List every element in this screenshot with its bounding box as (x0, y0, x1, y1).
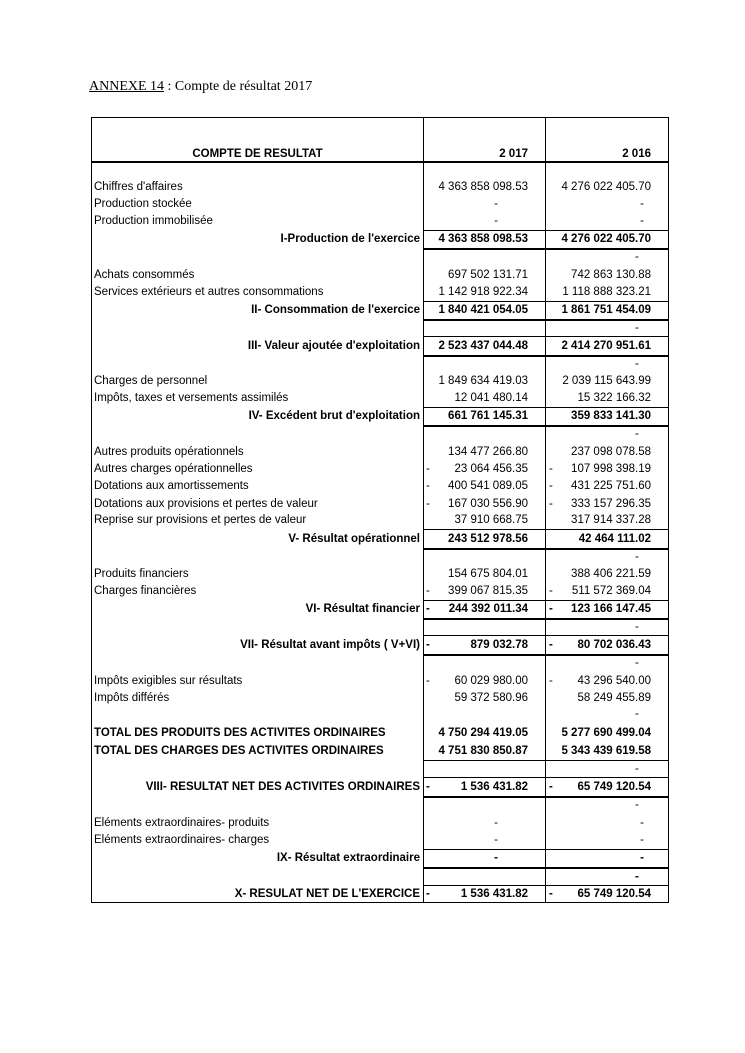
table-row: Eléments extraordinaires- charges - - (94, 834, 644, 846)
table-row: Impôts exigibles sur résultats - 60 029 980.00 - 43 296 540.00 (94, 675, 651, 687)
spacer-dash: - (635, 551, 639, 563)
table-row: Impôts différés 59 372 580.96 58 249 455.89 (94, 692, 651, 704)
rule (423, 777, 668, 778)
rule (423, 336, 668, 337)
income-statement-table (91, 117, 669, 903)
header-year-2016: 2 016 (622, 148, 651, 160)
subtotal-row: IV- Excédent brut d'exploitation 661 761 145.31 359 833 141.30 (248, 410, 651, 422)
annex-label: ANNEXE 14 (89, 79, 165, 94)
subtotal-row: IX- Résultat extraordinaire - - (276, 852, 644, 864)
rule (423, 548, 668, 550)
subtotal-row: V- Résultat opérationnel 243 512 978.56 42 464 111.02 (288, 533, 651, 545)
subtotal-row: III- Valeur ajoutée d'exploitation 2 523 437 044.48 2 414 270 951.61 (247, 340, 651, 352)
total-row: TOTAL DES CHARGES DES ACTIVITES ORDINAIRES 4 751 830 850.87 5 343 439 619.58 (94, 745, 651, 757)
table-row: Impôts, taxes et versements assimilés 12 041 480.14 15 322 166.32 (94, 392, 651, 404)
rule (423, 618, 668, 620)
rule (423, 355, 668, 357)
table-row: Eléments extraordinaires- produits - - (94, 817, 644, 829)
title-text: : Compte de résultat 2017 (164, 79, 313, 94)
spacer-dash: - (635, 763, 639, 775)
table-row: Dotations aux provisions et pertes de valeur - 167 030 556.90 - 333 157 296.35 (94, 498, 651, 510)
rule (423, 529, 668, 530)
page-title (89, 79, 312, 95)
rule (423, 635, 668, 636)
table-header (92, 146, 668, 162)
table-row: Achats consommés 697 502 131.71 742 863 130.88 (94, 269, 651, 281)
spacer-dash: - (635, 708, 639, 720)
table-row: Autres charges opérationnelles - 23 064 456.35 - 107 998 398.19 (94, 463, 651, 475)
table-row: Produits financiers 154 675 804.01 388 406 221.59 (94, 568, 651, 580)
subtotal-row: VI- Résultat financier - 244 392 011.34 - 123 166 147.45 (305, 603, 651, 615)
table-row: Production immobilisée - - (94, 215, 644, 227)
table-row: Services extérieurs et autres consommations 1 142 918 922.34 1 118 888 323.21 (94, 286, 651, 298)
rule (423, 425, 668, 427)
spacer-dash: - (635, 621, 639, 633)
spacer-dash: - (635, 428, 639, 440)
spacer-dash: - (635, 322, 639, 334)
rule (423, 760, 668, 761)
subtotal-row: VII- Résultat avant impôts ( V+VI) - 879 032.78 - 80 702 036.43 (240, 639, 651, 651)
rule (423, 654, 668, 656)
subtotal-row: VIII- RESULTAT NET DES ACTIVITES ORDINAIRES - 1 536 431.82 - 65 749 120.54 (145, 781, 651, 793)
net-result-row: X- RESULAT NET DE L'EXERCICE - 1 536 431.82 - 65 749 120.54 (234, 888, 651, 900)
rule (423, 796, 668, 798)
table-row: Production stockée - - (94, 198, 644, 210)
spacer-dash: - (635, 251, 639, 263)
spacer-dash: - (635, 358, 639, 370)
table-row: Chiffres d'affaires 4 363 858 098.53 4 276 022 405.70 (94, 181, 651, 193)
table-row: Charges de personnel 1 849 634 419.03 2 039 115 643.99 (94, 375, 651, 387)
table-row: Charges financières - 399 067 815.35 - 511 572 369.04 (94, 585, 651, 597)
header-year-2017: 2 017 (499, 148, 528, 160)
table-row: Dotations aux amortissements - 400 541 089.05 - 431 225 751.60 (94, 480, 651, 492)
header-label: COMPTE DE RESULTAT (192, 148, 323, 160)
spacer-dash: - (635, 657, 639, 669)
spacer-dash: - (635, 871, 639, 883)
rule (423, 867, 668, 869)
rule (423, 319, 668, 321)
rule (423, 248, 668, 250)
table-row: Autres produits opérationnels 134 477 266.80 237 098 078.58 (94, 446, 651, 458)
table-row: Reprise sur provisions et pertes de valeur 37 910 668.75 317 914 337.28 (94, 514, 651, 526)
spacer-dash: - (635, 799, 639, 811)
total-row: TOTAL DES PRODUITS DES ACTIVITES ORDINAIRES 4 750 294 419.05 5 277 690 499.04 (94, 727, 651, 739)
subtotal-row: I-Production de l'exercice 4 363 858 098.53 4 276 022 405.70 (280, 233, 651, 245)
subtotal-row: II- Consommation de l'exercice 1 840 421 054.05 1 861 751 454.09 (251, 304, 651, 316)
